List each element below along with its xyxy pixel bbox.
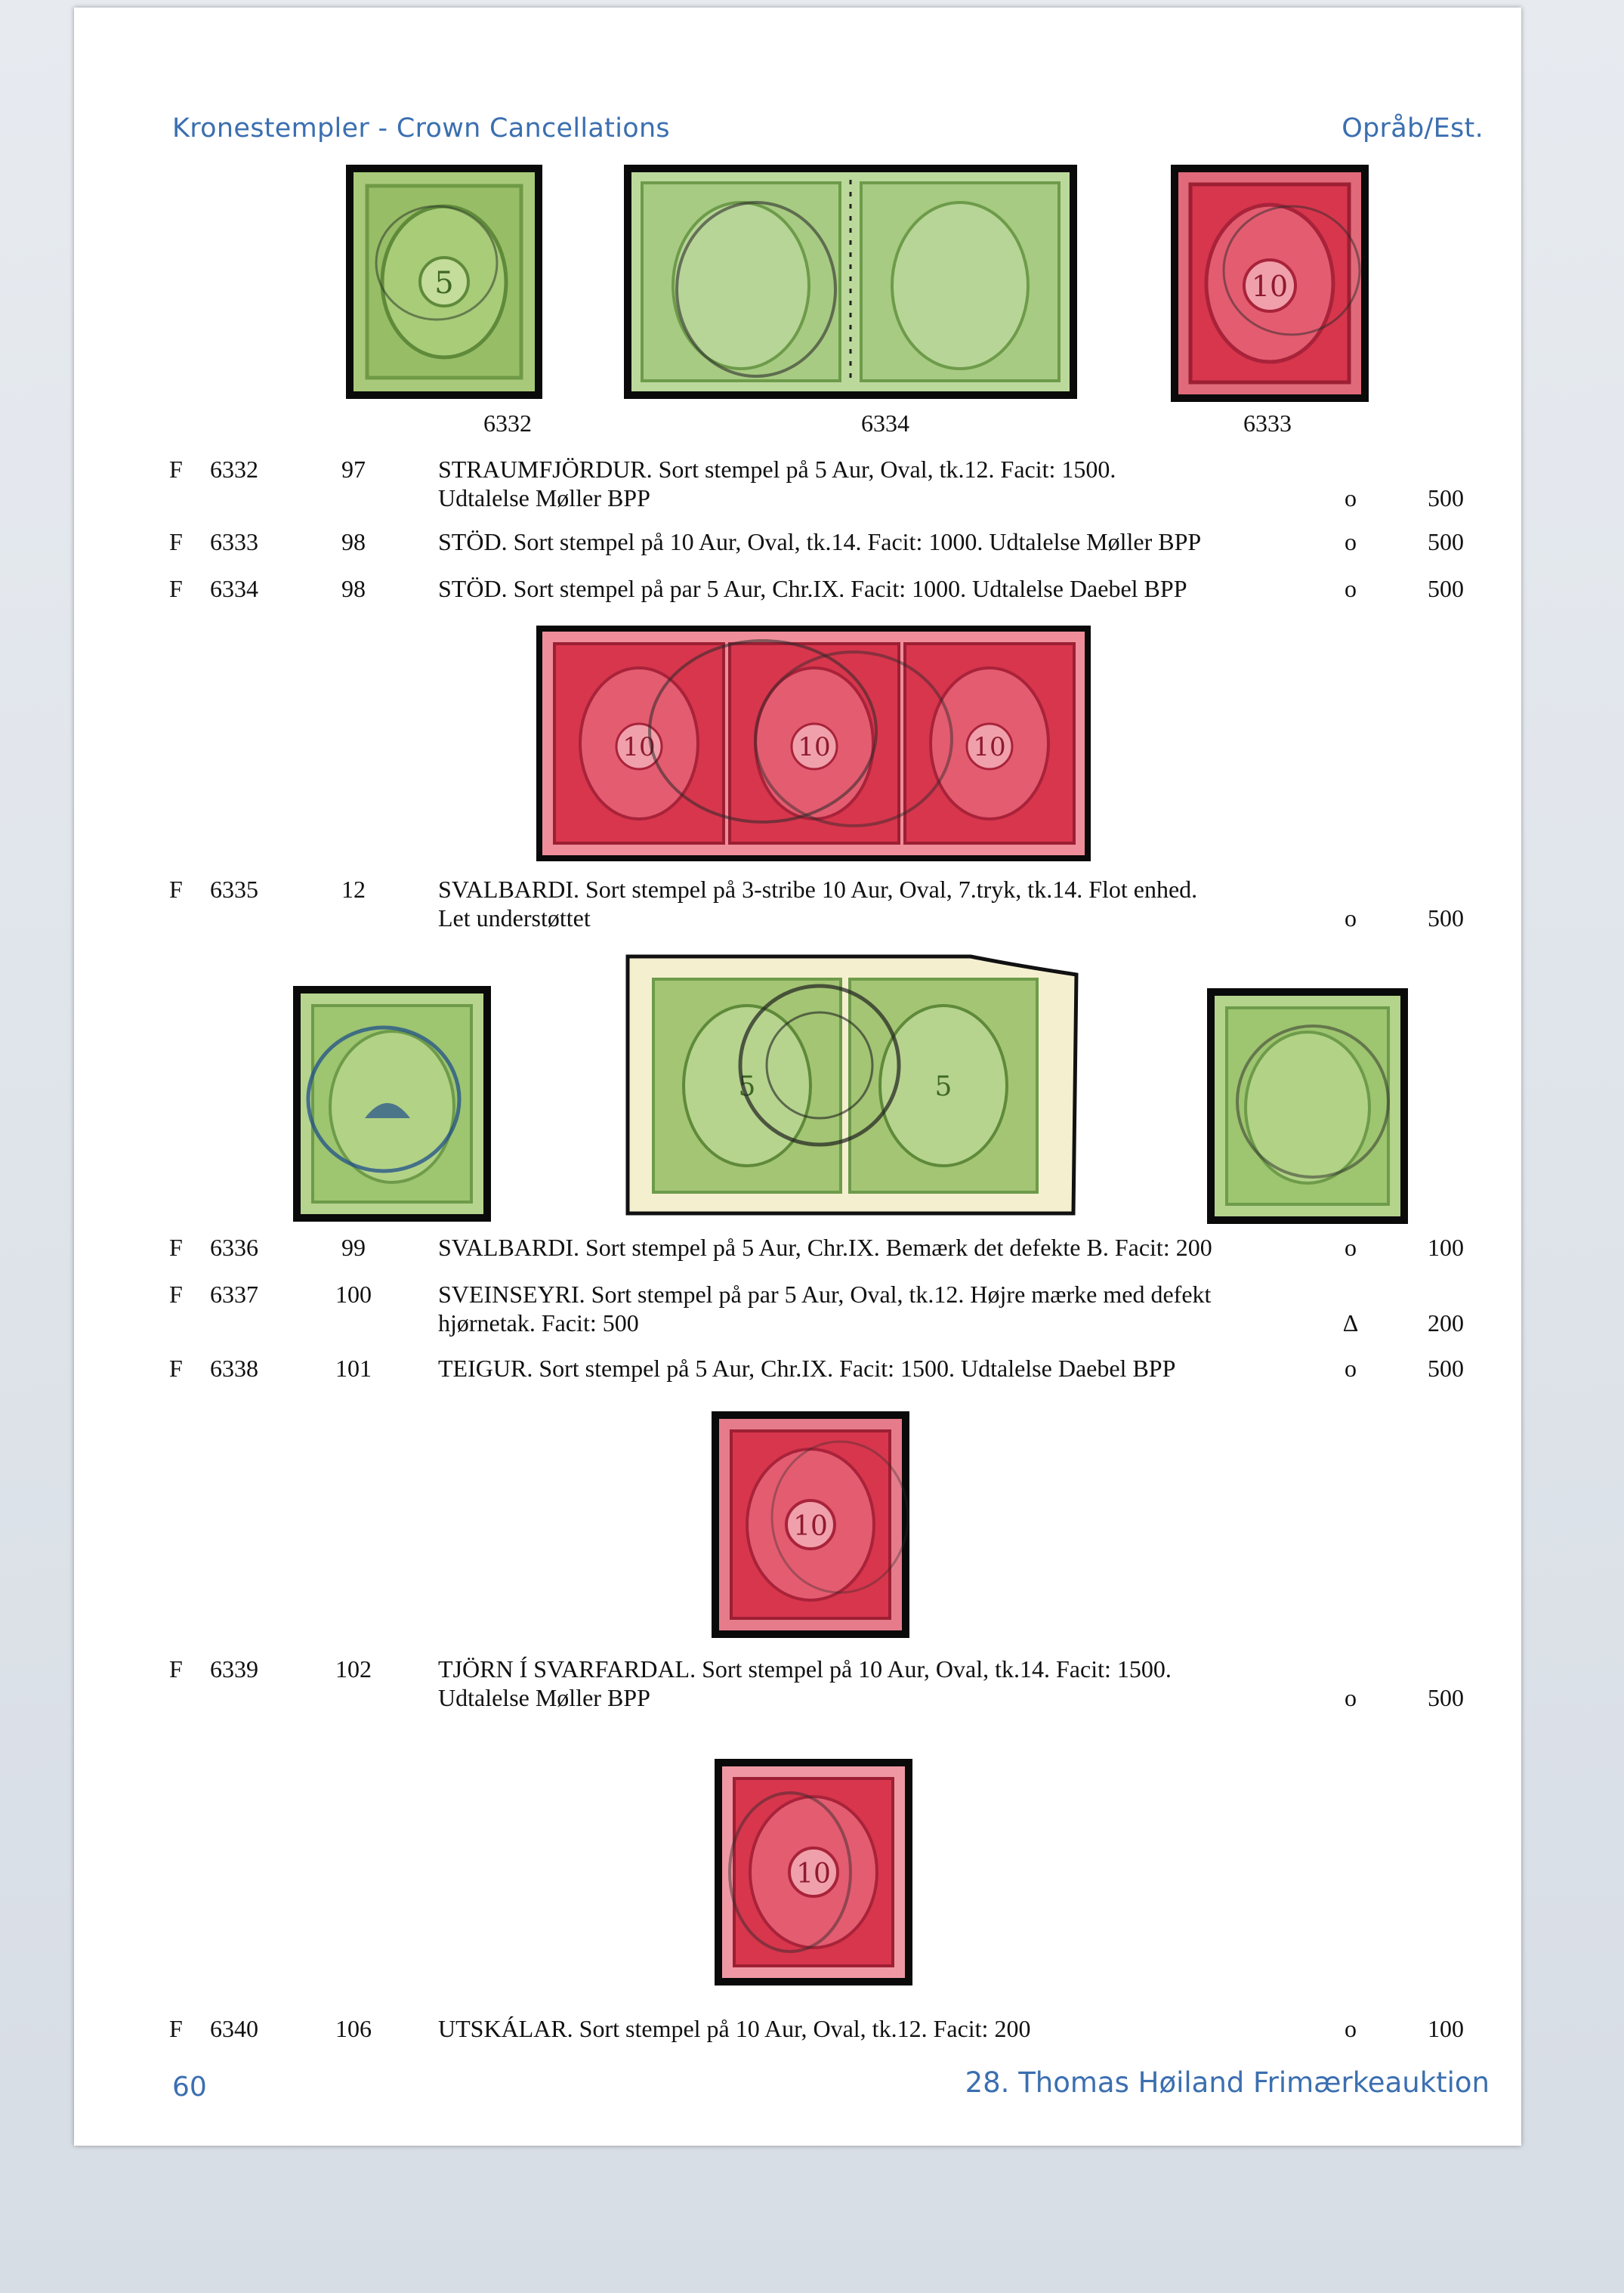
running-header-estimate: Opråb/Est.: [1341, 113, 1484, 144]
catalogue-number: 101: [335, 1355, 372, 1382]
svg-text:10: 10: [622, 732, 656, 762]
estimate: 500: [1428, 575, 1464, 602]
condition-symbol: o: [1345, 575, 1357, 602]
lot-flag: F: [169, 1355, 183, 1382]
estimate: 500: [1428, 904, 1464, 932]
stamp-image-6334: [624, 165, 1077, 399]
svg-text:5: 5: [934, 1071, 952, 1102]
stamp-image-6335: [536, 626, 1091, 861]
catalogue-number: 106: [335, 2015, 372, 2042]
lot-number: 6333: [210, 528, 258, 555]
lot-flag: F: [169, 876, 183, 903]
svg-text:10: 10: [793, 1511, 828, 1542]
lot-description-line-1: SVEINSEYRI. Sort stempel på par 5 Aur, Oval, tk.12. Højre mærke med defekt: [438, 1281, 1212, 1308]
lot-flag: F: [169, 575, 183, 602]
page-number: 60: [172, 2072, 207, 2103]
catalogue-number: 100: [335, 1281, 372, 1308]
catalogue-number: 102: [335, 1655, 372, 1683]
stamp-10-aur-red-6340: [715, 1759, 912, 1986]
svg-text:10: 10: [1251, 270, 1289, 303]
stamp-pair-5-aur-chr-ix: [624, 165, 1077, 399]
stamp-image-6336: [293, 986, 491, 1222]
lot-number: 6335: [210, 876, 258, 903]
stamp-image-6340: [715, 1759, 912, 1986]
estimate: 100: [1428, 1234, 1464, 1261]
estimate: 500: [1428, 528, 1464, 555]
stamp-pair-on-piece: [623, 952, 1087, 1218]
condition-symbol: o: [1345, 1355, 1357, 1382]
stamp-image-6338: [1207, 988, 1408, 1224]
lot-description: TEIGUR. Sort stempel på 5 Aur, Chr.IX. Facit: 1500. Udtalelse Daebel BPP: [438, 1355, 1176, 1382]
condition-symbol: o: [1345, 484, 1357, 511]
image-caption-6334: 6334: [861, 409, 909, 437]
stamp-image-6332: [346, 165, 542, 399]
catalogue-number: 98: [341, 575, 366, 602]
lot-description: [438, 875, 1375, 932]
lot-description: [438, 455, 1375, 512]
catalogue-number: 12: [341, 876, 366, 903]
lot-flag: F: [169, 1655, 183, 1683]
estimate: 200: [1428, 1309, 1464, 1337]
svg-text:10: 10: [973, 732, 1006, 762]
lot-flag: F: [169, 1234, 183, 1261]
condition-symbol: Δ: [1342, 1309, 1359, 1337]
lot-description-line-2: Let understøttet: [438, 904, 591, 932]
lot-description: STÖD. Sort stempel på par 5 Aur, Chr.IX. Facit: 1000. Udtalelse Daebel BPP: [438, 575, 1187, 602]
condition-symbol: o: [1345, 904, 1357, 932]
lot-number: 6336: [210, 1234, 258, 1261]
lot-description: STÖD. Sort stempel på 10 Aur, Oval, tk.14. Facit: 1000. Udtalelse Møller BPP: [438, 528, 1202, 555]
estimate: 500: [1428, 484, 1464, 511]
lot-number: 6332: [210, 456, 258, 483]
condition-symbol: o: [1345, 2015, 1357, 2042]
lot-number: 6334: [210, 575, 258, 602]
condition-symbol: o: [1345, 1684, 1357, 1711]
stamp-strip-10-aur-red: [536, 626, 1091, 861]
lot-description-line-1: STRAUMFJÖRDUR. Sort stempel på 5 Aur, Oval, tk.12. Facit: 1500.: [438, 456, 1116, 483]
lot-description-line-2: Udtalelse Møller BPP: [438, 1684, 650, 1711]
lot-flag: F: [169, 1281, 183, 1308]
lot-number: 6340: [210, 2015, 258, 2042]
stamp-10-aur-red-6339: [712, 1411, 909, 1638]
stamp-image-6339: [712, 1411, 909, 1638]
running-header-title: Kronestempler - Crown Cancellations: [172, 113, 670, 144]
svg-text:5: 5: [434, 266, 454, 301]
lot-description-line-1: SVALBARDI. Sort stempel på 3-stribe 10 Aur, Oval, 7.tryk, tk.14. Flot enhed.: [438, 876, 1198, 903]
stamp-image-6333: [1171, 165, 1369, 402]
image-caption-6332: 6332: [483, 409, 532, 437]
stamp-5-aur-chr-ix-green: [1207, 988, 1408, 1224]
lot-flag: F: [169, 528, 183, 555]
lot-description-line-2: hjørnetak. Facit: 500: [438, 1309, 639, 1337]
stamp-5-aur-chr-ix-blue-cancel: [293, 986, 491, 1222]
catalogue-number: 97: [341, 456, 366, 483]
lot-flag: F: [169, 2015, 183, 2042]
lot-description: SVALBARDI. Sort stempel på 5 Aur, Chr.IX. Bemærk det defekte B. Facit: 200: [438, 1234, 1212, 1261]
lot-description: UTSKÁLAR. Sort stempel på 10 Aur, Oval, tk.12. Facit: 200: [438, 2015, 1031, 2042]
condition-symbol: o: [1345, 1234, 1357, 1261]
svg-text:5: 5: [738, 1071, 756, 1102]
stamp-image-6337: [623, 952, 1087, 1218]
estimate: 500: [1428, 1355, 1464, 1382]
svg-text:10: 10: [796, 1859, 831, 1890]
catalogue-page: [74, 8, 1521, 2146]
catalogue-number: 98: [341, 528, 366, 555]
stamp-5-aur-green: [346, 165, 542, 399]
lot-description-line-2: Udtalelse Møller BPP: [438, 484, 650, 511]
lot-flag: F: [169, 456, 183, 483]
svg-text:10: 10: [798, 732, 831, 762]
estimate: 100: [1428, 2015, 1464, 2042]
lot-description-line-1: TJÖRN Í SVARFARDAL. Sort stempel på 10 Aur, Oval, tk.14. Facit: 1500.: [438, 1655, 1172, 1683]
stamp-10-aur-red: [1171, 165, 1369, 402]
estimate: 500: [1428, 1684, 1464, 1711]
lot-number: 6339: [210, 1655, 258, 1683]
footer-title: 28. Thomas Høiland Frimærkeauktion: [965, 2066, 1490, 2099]
lot-description: [438, 1655, 1375, 1712]
lot-number: 6337: [210, 1281, 258, 1308]
catalogue-number: 99: [341, 1234, 366, 1261]
lot-description: [438, 1280, 1375, 1337]
condition-symbol: o: [1345, 528, 1357, 555]
image-caption-6333: 6333: [1243, 409, 1292, 437]
lot-number: 6338: [210, 1355, 258, 1382]
